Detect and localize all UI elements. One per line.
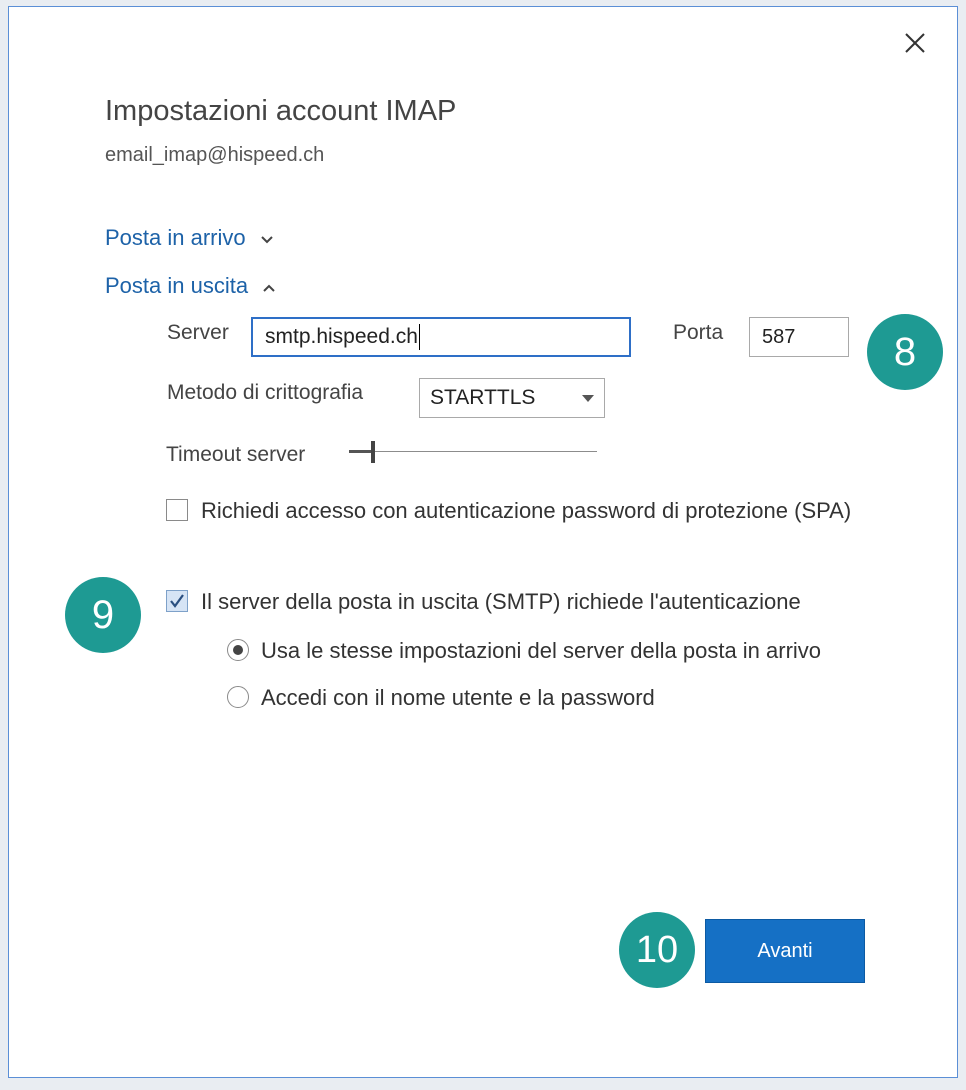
radio-same-settings[interactable] [227, 639, 249, 661]
server-input[interactable] [251, 317, 631, 357]
radio-selected-dot [233, 645, 243, 655]
imap-settings-dialog [8, 6, 958, 1078]
radio-login-label: Accedi con il nome utente e la password [261, 685, 655, 710]
step-badge-10: 10 [619, 912, 695, 988]
text-caret [419, 324, 420, 350]
encryption-select[interactable] [419, 378, 605, 418]
port-input[interactable] [749, 317, 849, 357]
smtp-auth-checkbox[interactable] [166, 590, 188, 612]
step-badge-9: 9 [65, 577, 141, 653]
slider-thumb[interactable] [371, 441, 375, 463]
spa-checkbox[interactable] [166, 499, 188, 521]
dialog-title: Impostazioni account IMAP [105, 95, 457, 127]
checkmark-icon [167, 591, 187, 611]
server-value: smtp.hispeed.ch [265, 325, 418, 348]
radio-same-settings-label: Usa le stesse impostazioni del server della posta in arrivo [261, 638, 822, 663]
slider-track [349, 451, 597, 452]
incoming-mail-label: Posta in arrivo [105, 225, 246, 250]
outgoing-mail-label: Posta in uscita [105, 273, 249, 298]
chevron-down-icon [260, 225, 274, 251]
smtp-auth-label: Il server della posta in uscita (SMTP) richiede l'autenticazione [201, 589, 801, 614]
close-icon [901, 29, 929, 57]
spa-label: Richiedi accesso con autenticazione password di protezione (SPA) [201, 498, 852, 523]
chevron-up-icon [262, 273, 276, 299]
next-button[interactable]: Avanti [705, 919, 865, 983]
slider-fill [349, 450, 373, 453]
outgoing-mail-toggle[interactable] [105, 273, 276, 299]
step-badge-8: 8 [867, 314, 943, 390]
timeout-label: Timeout server [166, 443, 306, 466]
port-value: 587 [762, 325, 796, 348]
timeout-slider[interactable] [349, 439, 597, 465]
close-button[interactable] [901, 29, 929, 57]
dropdown-arrow-icon [582, 395, 594, 402]
encryption-label: Metodo di crittografia [167, 381, 364, 404]
encryption-value: STARTTLS [430, 386, 536, 409]
server-label: Server [167, 321, 229, 344]
account-email: email_imap@hispeed.ch [105, 144, 325, 166]
incoming-mail-toggle[interactable] [105, 225, 274, 251]
port-label: Porta [673, 321, 724, 344]
radio-login[interactable] [227, 686, 249, 708]
